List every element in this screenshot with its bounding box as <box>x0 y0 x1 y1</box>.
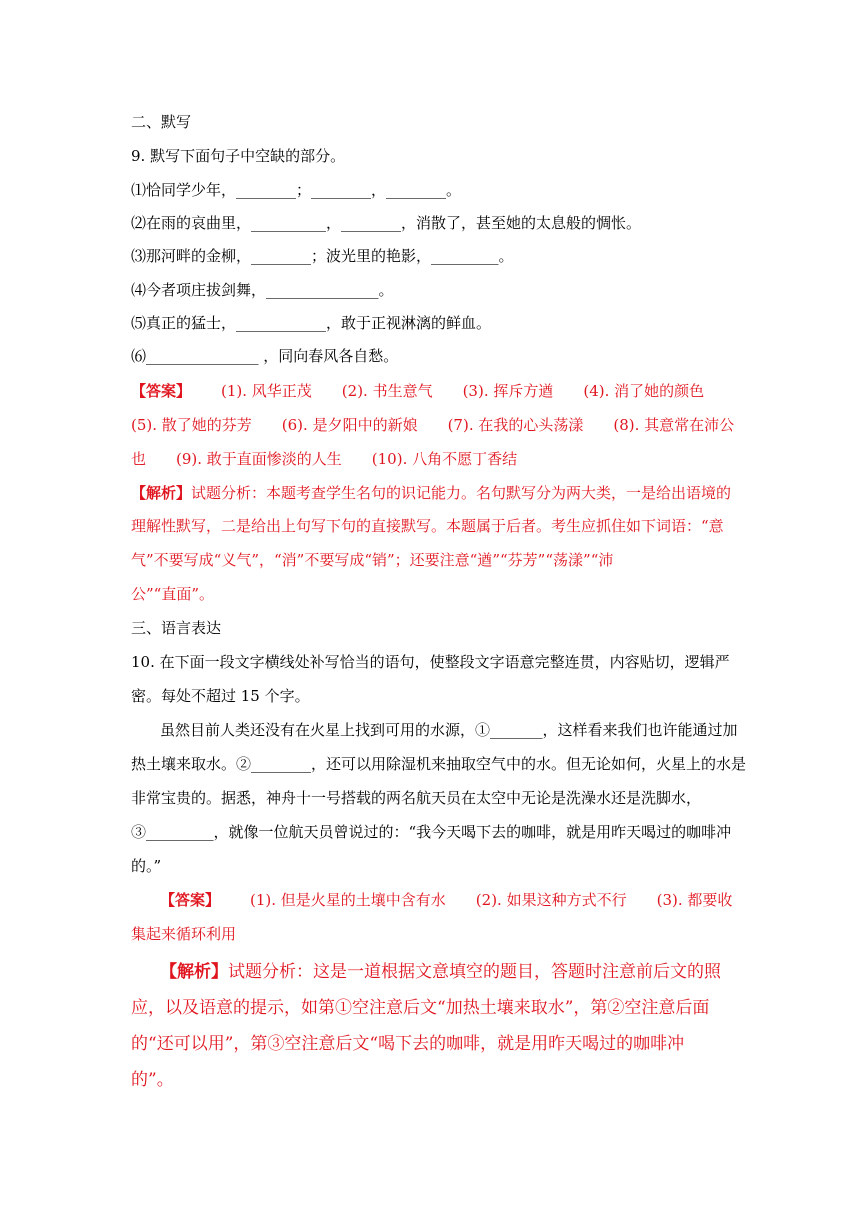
q10-analysis-line-1 <box>160 962 721 982</box>
q10-analysis-line-2: 应，以及语意的提示，如第①空注意后文“加热土壤来取水”，第②空注意后面 <box>131 998 710 1018</box>
q10-analysis-line-4: 的”。 <box>131 1070 174 1090</box>
section-heading-dictation: 二、默写 <box>131 113 192 131</box>
passage-line-3: 非常宝贵的。据悉，神舟十一号搭载的两名航天员在太空中无论是洗澡水还是洗脚水， <box>131 789 702 807</box>
q10-analysis-label: 【解析】 <box>160 962 228 982</box>
q9-item-1: ⑴恰同学少年，________；________，________。 <box>131 181 462 199</box>
question-10-line-1: 10. 在下面一段文字横线处补写恰当的语句，使整段文字语意完整连贯，内容贴切，逻辑严 <box>131 653 730 671</box>
q10-answer-line-1 <box>160 890 732 910</box>
q9-answer-line-3: 也 (9). 敢于直面惨淡的人生 (10). 八角不愿丁香结 <box>131 450 518 468</box>
passage-line-2: 热土壤来取水。②________，还可以用除湿机来抽取空气中的水。但无论如何，火星上的水是 <box>131 755 747 773</box>
q10-analysis-line-3: 的“还可以用”，第③空注意后文“喝下去的咖啡，就是用昨天喝过的咖啡冲 <box>131 1034 685 1054</box>
q9-answer-line-1 <box>131 381 704 401</box>
q9-analysis-text-1: 试题分析：本题考查学生名句的识记能力。名句默写分为两大类，一是给出语境的 <box>191 484 732 502</box>
passage-line-4: ③_________，就像一位航天员曾说过的：“我今天喝下去的咖啡，就是用昨天喝过的咖啡冲 <box>131 823 732 841</box>
q9-analysis-line-3: 气”不要写成“义气”，“消”不要写成“销”；还要注意“遒”“芬芳”“荡漾”“沛 <box>131 551 614 569</box>
q10-answer-text-1: (1). 但是火星的土壤中含有水 (2). 如果这种方式不行 (3). 都要收 <box>250 891 733 909</box>
passage-line-5: 的。” <box>131 857 162 875</box>
q9-analysis-label: 【解析】 <box>131 484 192 502</box>
q9-item-5: ⑸真正的猛士，____________，敢于正视淋漓的鲜血。 <box>131 314 492 332</box>
q9-answer-text-1: (1). 风华正茂 (2). 书生意气 (3). 挥斥方遒 (4). 消了她的颜色 <box>221 382 705 400</box>
q9-item-4: ⑷今者项庄拔剑舞，_______________。 <box>131 281 394 299</box>
question-9-title: 9. 默写下面句子中空缺的部分。 <box>131 147 346 165</box>
q10-answer-label: 【答案】 <box>160 891 221 909</box>
q10-answer-line-2: 集起来循环利用 <box>131 925 237 943</box>
q10-analysis-text-1: 试题分析：这是一道根据文意填空的题目，答题时注意前后文的照 <box>228 962 721 982</box>
section-heading-language: 三、语言表达 <box>131 619 222 637</box>
q9-analysis-line-2: 理解性默写，二是给出上句写下句的直接默写。本题属于后者。考生应抓住如下词语：“意 <box>131 517 724 535</box>
q9-analysis-line-4: 公”“直面”。 <box>131 585 215 603</box>
q9-item-3: ⑶那河畔的金柳，________；波光里的艳影，_________。 <box>131 247 514 265</box>
question-10-line-2: 密。每处不超过 15 个字。 <box>131 687 310 705</box>
q9-answer-label: 【答案】 <box>131 382 192 400</box>
q9-item-2: ⑵在雨的哀曲里，__________，________，消散了，甚至她的太息般的惆怅。 <box>131 214 642 232</box>
q9-answer-line-2: (5). 散了她的芬芳 (6). 是夕阳中的新娘 (7). 在我的心头荡漾 (8). 其意常在沛公 <box>131 416 735 434</box>
q9-item-6: ⑹_______________ ，同向春风各自愁。 <box>131 347 399 365</box>
q9-analysis-line-1 <box>131 483 731 503</box>
passage-line-1: 虽然目前人类还没有在火星上找到可用的水源，①_______，这样看来我们也许能通过加 <box>160 721 738 739</box>
